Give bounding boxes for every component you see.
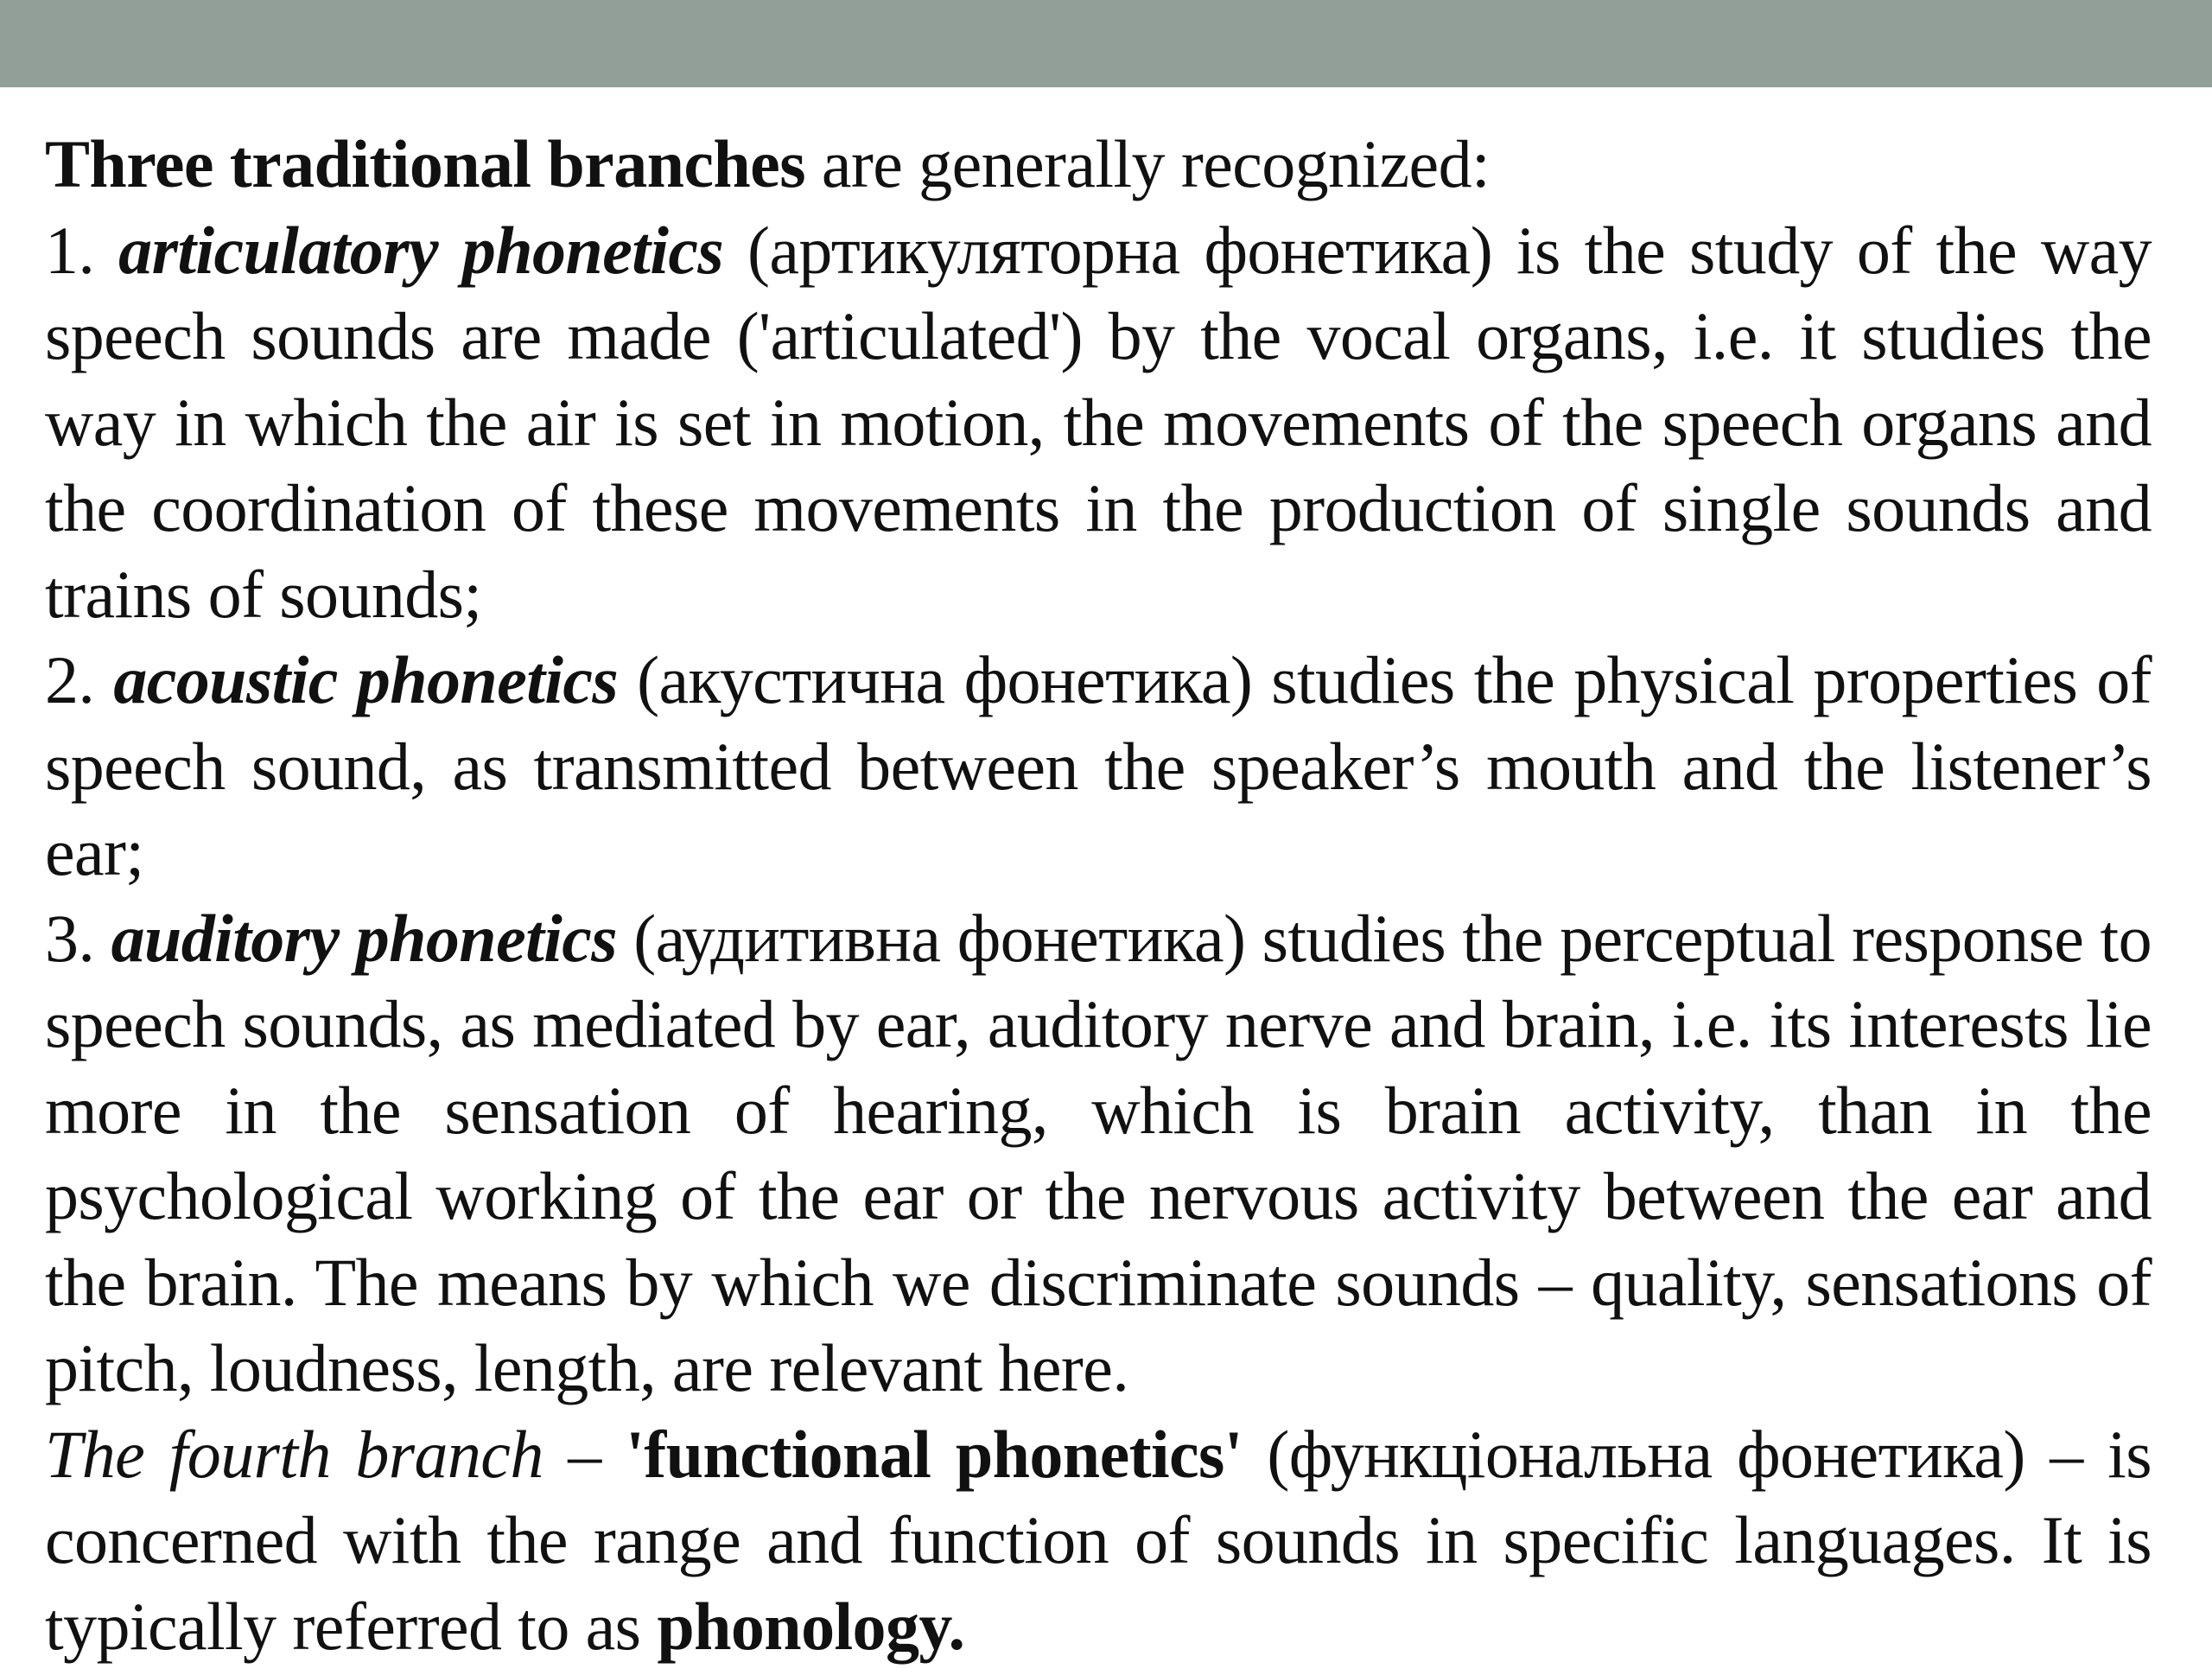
item-term: articulatory phonetics: [118, 213, 723, 288]
item-term: auditory phonetics: [111, 901, 617, 976]
item-text: (аудитивна фонетика) studies the perceptual response to speech sounds, as mediated by ear, auditory nerve and brain, i.e. its interests lie more in the sensation of hearing, which is brain activity, than in the psychological working of the ear or the nervous activity between the ear and the brain. The means by which we discriminate sounds – quality, sensations of pitch, loudness, length, are relevant here.: [45, 901, 2152, 1406]
fourth-branch-text: (функціональна фонетика) – is concerned with the range and function of sounds in specific languages. It is typically referred to as: [45, 1417, 2152, 1664]
fourth-branch-italic: The fourth branch: [45, 1417, 543, 1492]
item-text: (акустична фонетика) studies the physical properties of speech sound, as transmitted between the speaker’s mouth and the listener’s ear;: [45, 642, 2152, 889]
intro-paragraph: [45, 121, 2152, 207]
item-number: 2.: [45, 642, 113, 717]
branch-item-articulatory: [45, 207, 2152, 638]
slide-header-band: [0, 0, 2212, 87]
item-text: (артикуляторна фонетика) is the study of the way speech sounds are made ('articulated') by the vocal organs, i.e. it studies the way in which the air is set in motion, the movements of the speech organs and the coordination of these movements in the production of single sounds and trains of sounds;: [45, 213, 2152, 632]
fourth-branch-final-bold: phonology.: [657, 1589, 964, 1664]
fourth-branch-dash: –: [543, 1417, 626, 1492]
item-number: 3.: [45, 901, 111, 976]
intro-bold-phrase: Three traditional branches: [45, 126, 805, 201]
intro-rest: are generally recognized:: [805, 126, 1490, 201]
branch-item-acoustic: [45, 637, 2152, 895]
item-term: acoustic phonetics: [113, 642, 618, 717]
slide-body-text: [45, 121, 2152, 1669]
fourth-branch-term: 'functional phonetics': [626, 1417, 1243, 1492]
item-number: 1.: [45, 213, 118, 288]
fourth-branch-paragraph: [45, 1411, 2152, 1669]
branch-item-auditory: [45, 895, 2152, 1411]
